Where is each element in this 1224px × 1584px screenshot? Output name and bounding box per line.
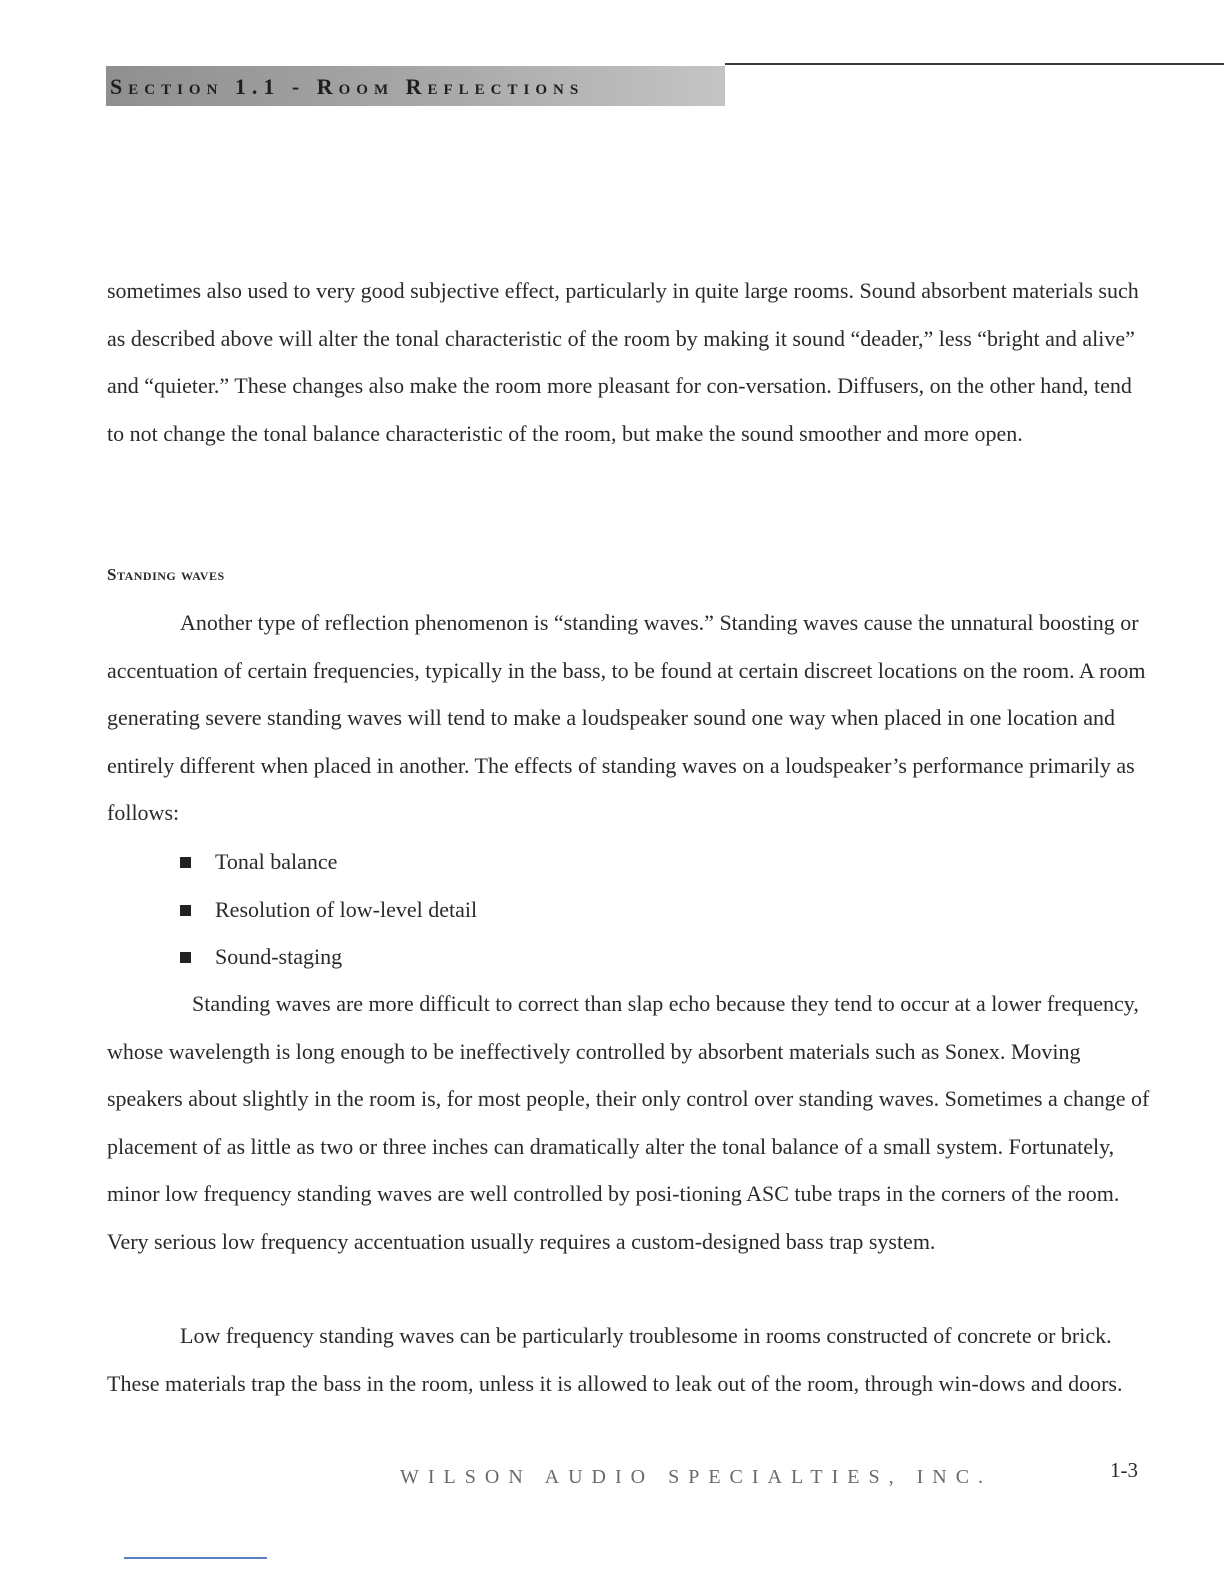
square-bullet-icon [180, 905, 191, 916]
header-rule [725, 63, 1224, 65]
intro-paragraph: sometimes also used to very good subjective effect, particularly in quite large rooms. Sound absorbent materials such as described above will alter the tonal characteristic of the room by making it sound “deader,” less “bright and alive” and “quieter.” These changes also make the room more pleasant for con-versation. Diffusers, on the other hand, tend to not change the tonal balance characteristic of the room, but make the sound smoother and more open. [107, 278, 1139, 446]
square-bullet-icon [180, 952, 191, 963]
page-number: 1-3 [1110, 1458, 1138, 1482]
list-item [178, 838, 477, 886]
list-item-text: Sound-staging [215, 944, 343, 969]
low-frequency-paragraph: Low frequency standing waves can be particularly troublesome in rooms constructed of concrete or brick. These materials trap the bass in the room, unless it is allowed to leak out of the room, through win-dows and doors. [107, 1323, 1123, 1396]
list-item [178, 886, 477, 934]
list-item [178, 933, 477, 981]
footer-rule [124, 1557, 267, 1559]
standing-waves-heading: Standing waves [107, 565, 225, 584]
square-bullet-icon [180, 857, 191, 868]
list-item-text: Tonal balance [215, 849, 338, 874]
effects-list [178, 838, 477, 981]
standing-waves-paragraph: Another type of reflection phenomenon is “standing waves.” Standing waves cause the unnatural boosting or accentuation of certain frequencies, typically in the bass, to be found at certain discreet locations on the room. A room generating severe standing waves will tend to make a loudspeaker sound one way when placed in one location and entirely different when placed in another. The effects of standing waves on a loudspeaker’s performance primarily as follows: [107, 610, 1146, 825]
section-title: Section 1.1 - Room Reflections [106, 66, 725, 106]
list-item-text: Resolution of low-level detail [215, 896, 478, 922]
correction-paragraph: Standing waves are more difficult to correct than slap echo because they tend to occur at a lower frequency, whose wavelength is long enough to be ineffectively controlled by absorbent materials such as Sonex. Moving speakers about slightly in the room is, for most people, their only control over standing waves. Sometimes a change of placement of as little as two or three inches can dramatically alter the tonal balance of a small system. Fortunately, minor low frequency standing waves are well controlled by posi-tioning ASC tube traps in the corners of the room. Very serious low frequency accentuation usually requires a custom-designed bass trap system. [107, 991, 1150, 1254]
footer-company-name: WILSON AUDIO SPECIALTIES, INC. [400, 1466, 993, 1488]
